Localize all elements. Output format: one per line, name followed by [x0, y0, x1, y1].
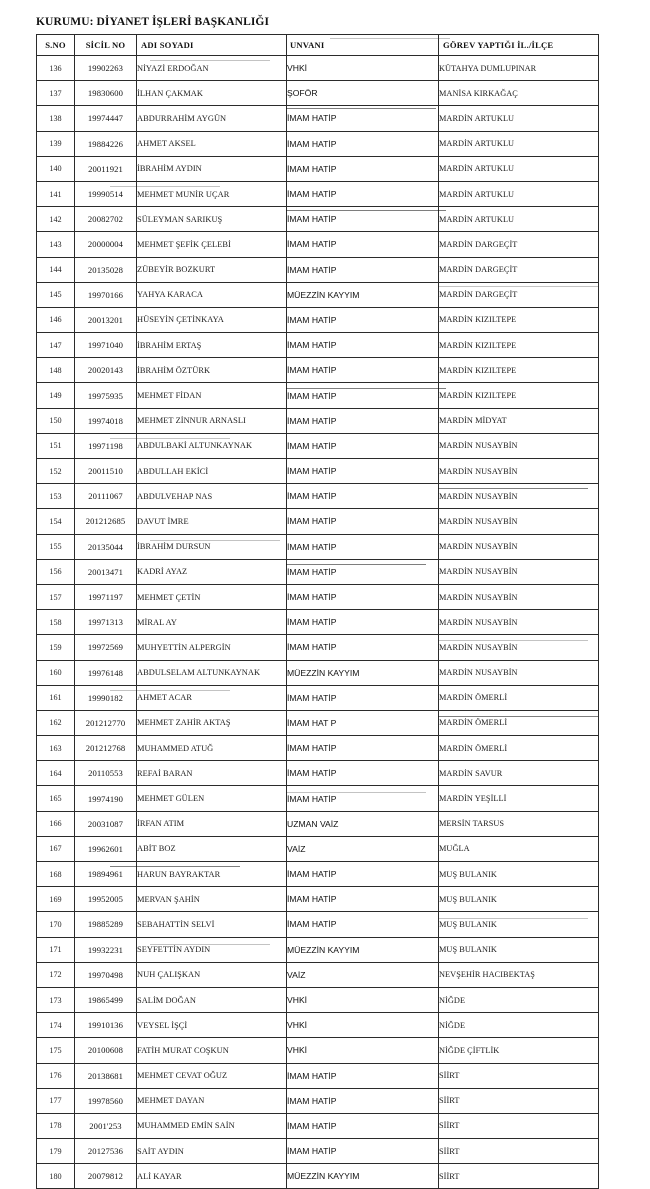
cell-sicil: 19975935: [75, 383, 137, 408]
cell-sno: 148: [37, 358, 75, 383]
cell-gorev: SİİRT: [439, 1164, 599, 1189]
cell-unvan: İMAM HATİP: [287, 534, 439, 559]
cell-gorev: MARDİN ARTUKLU: [439, 106, 599, 131]
cell-gorev: MARDİN NUSAYBİN: [439, 534, 599, 559]
cell-gorev: MUĞLA: [439, 836, 599, 861]
cell-sicil: 19971040: [75, 333, 137, 358]
cell-ad: AHMET ACAR: [137, 685, 287, 710]
cell-sicil: 19962601: [75, 836, 137, 861]
table-row: [37, 433, 599, 458]
cell-ad: ABDULVEHAP NAS: [137, 484, 287, 509]
cell-ad: ABDULBAKİ ALTUNKAYNAK: [137, 433, 287, 458]
cell-ad: NUH ÇALIŞKAN: [137, 962, 287, 987]
cell-ad: DAVUT İMRE: [137, 509, 287, 534]
cell-unvan: MÜEZZİN KAYYIM: [287, 1164, 439, 1189]
cell-unvan: İMAM HATİP: [287, 509, 439, 534]
cell-ad: HARUN BAYRAKTAR: [137, 862, 287, 887]
cell-gorev: MARDİN KIZILTEPE: [439, 333, 599, 358]
cell-unvan: İMAM HATİP: [287, 685, 439, 710]
cell-sno: 137: [37, 81, 75, 106]
cell-sicil: 20013201: [75, 307, 137, 332]
cell-sno: 170: [37, 912, 75, 937]
cell-gorev: MARDİN SAVUR: [439, 761, 599, 786]
table-row: [37, 811, 599, 836]
cell-sicil: 20135028: [75, 257, 137, 282]
cell-sicil: 19910136: [75, 1013, 137, 1038]
cell-gorev: MARDİN ARTUKLU: [439, 181, 599, 206]
cell-gorev: MARDİN ÖMERLİ: [439, 710, 599, 735]
cell-ad: VEYSEL İŞÇİ: [137, 1013, 287, 1038]
cell-unvan: İMAM HATİP: [287, 433, 439, 458]
roster-table: [36, 34, 599, 1189]
table-row: [37, 1038, 599, 1063]
cell-unvan: UZMAN VAİZ: [287, 811, 439, 836]
institution-heading: KURUMU: DİYANET İŞLERİ BAŞKANLIĞI: [36, 16, 270, 28]
cell-ad: ABDULLAH EKİCİ: [137, 459, 287, 484]
cell-sicil: 20110553: [75, 761, 137, 786]
cell-gorev: NEVŞEHİR HACIBEKTAŞ: [439, 962, 599, 987]
cell-gorev: MARDİN NUSAYBİN: [439, 433, 599, 458]
cell-ad: ABDURRAHİM AYGÜN: [137, 106, 287, 131]
cell-ad: SAİT AYDIN: [137, 1139, 287, 1164]
table-row: [37, 836, 599, 861]
cell-unvan: İMAM HATİP: [287, 181, 439, 206]
cell-unvan: İMAM HATİP: [287, 1113, 439, 1138]
cell-sicil: 201212685: [75, 509, 137, 534]
table-row: [37, 987, 599, 1012]
cell-sno: 171: [37, 937, 75, 962]
cell-ad: FATİH MURAT COŞKUN: [137, 1038, 287, 1063]
cell-gorev: SİİRT: [439, 1113, 599, 1138]
cell-sicil: 19902263: [75, 56, 137, 81]
cell-sicil: 19974447: [75, 106, 137, 131]
cell-sno: 160: [37, 660, 75, 685]
cell-gorev: NİĞDE: [439, 1013, 599, 1038]
cell-unvan: İMAM HATİP: [287, 383, 439, 408]
table-row: [37, 56, 599, 81]
cell-ad: İBRAHİM DURSUN: [137, 534, 287, 559]
cell-ad: SEBAHATTİN SELVİ: [137, 912, 287, 937]
cell-sno: 155: [37, 534, 75, 559]
cell-sno: 166: [37, 811, 75, 836]
table-row: [37, 685, 599, 710]
cell-ad: SEYFETTİN AYDIN: [137, 937, 287, 962]
cell-ad: ZÜBEYİR BOZKURT: [137, 257, 287, 282]
cell-gorev: NİĞDE: [439, 987, 599, 1012]
cell-unvan: İMAM HATİP: [287, 635, 439, 660]
cell-sicil: 19970166: [75, 282, 137, 307]
cell-ad: SALİM DOĞAN: [137, 987, 287, 1012]
cell-ad: MERVAN ŞAHİN: [137, 887, 287, 912]
cell-ad: İBRAHİM ÖZTÜRK: [137, 358, 287, 383]
table-row: [37, 786, 599, 811]
cell-sno: 180: [37, 1164, 75, 1189]
cell-unvan: İMAM HATİP: [287, 887, 439, 912]
cell-gorev: MANİSA KIRKAĞAÇ: [439, 81, 599, 106]
cell-gorev: MARDİN NUSAYBİN: [439, 660, 599, 685]
cell-sicil: 19990182: [75, 685, 137, 710]
table-row: [37, 660, 599, 685]
cell-sicil: 2001'253: [75, 1113, 137, 1138]
table-row: [37, 307, 599, 332]
table-row: [37, 181, 599, 206]
table-row: [37, 1113, 599, 1138]
table-row: [37, 459, 599, 484]
table-row: [37, 257, 599, 282]
cell-sicil: 19978560: [75, 1088, 137, 1113]
cell-sicil: 20127536: [75, 1139, 137, 1164]
cell-unvan: MÜEZZİN KAYYIM: [287, 660, 439, 685]
cell-ad: İBRAHİM AYDIN: [137, 156, 287, 181]
cell-sno: 154: [37, 509, 75, 534]
cell-unvan: VAİZ: [287, 836, 439, 861]
cell-gorev: MERSİN TARSUS: [439, 811, 599, 836]
cell-ad: ABİT BOZ: [137, 836, 287, 861]
cell-ad: MEHMET FİDAN: [137, 383, 287, 408]
table-row: [37, 736, 599, 761]
cell-sno: 174: [37, 1013, 75, 1038]
cell-sno: 168: [37, 862, 75, 887]
cell-unvan: İMAM HATİP: [287, 207, 439, 232]
cell-sno: 144: [37, 257, 75, 282]
cell-unvan: VHKİ: [287, 1013, 439, 1038]
cell-ad: MEHMET ZAHİR AKTAŞ: [137, 710, 287, 735]
cell-ad: HÜSEYİN ÇETİNKAYA: [137, 307, 287, 332]
table-row: [37, 1063, 599, 1088]
cell-sno: 165: [37, 786, 75, 811]
cell-gorev: MUŞ BULANIK: [439, 862, 599, 887]
cell-sno: 175: [37, 1038, 75, 1063]
table-row: [37, 584, 599, 609]
cell-ad: YAHYA KARACA: [137, 282, 287, 307]
cell-sno: 167: [37, 836, 75, 861]
column-header-title: UNVANI: [287, 35, 439, 56]
table-header-row: [37, 35, 599, 56]
roster-table-container: [36, 34, 598, 1189]
cell-gorev: MARDİN KIZILTEPE: [439, 307, 599, 332]
table-row: [37, 610, 599, 635]
cell-sno: 145: [37, 282, 75, 307]
cell-sicil: 20011510: [75, 459, 137, 484]
cell-unvan: İMAM HATİP: [287, 761, 439, 786]
cell-unvan: İMAM HATİP: [287, 912, 439, 937]
cell-unvan: MÜEZZİN KAYYIM: [287, 937, 439, 962]
cell-sicil: 19970498: [75, 962, 137, 987]
cell-sicil: 20082702: [75, 207, 137, 232]
cell-gorev: SİİRT: [439, 1088, 599, 1113]
cell-ad: KADRİ AYAZ: [137, 559, 287, 584]
cell-sno: 178: [37, 1113, 75, 1138]
cell-gorev: MUŞ BULANIK: [439, 912, 599, 937]
cell-sno: 164: [37, 761, 75, 786]
cell-ad: MEHMET ÇETİN: [137, 584, 287, 609]
cell-gorev: MARDİN NUSAYBİN: [439, 610, 599, 635]
cell-sno: 147: [37, 333, 75, 358]
cell-gorev: MARDİN MİDYAT: [439, 408, 599, 433]
table-row: [37, 207, 599, 232]
cell-sno: 159: [37, 635, 75, 660]
cell-gorev: MARDİN NUSAYBİN: [439, 584, 599, 609]
cell-sicil: 201212770: [75, 710, 137, 735]
table-row: [37, 408, 599, 433]
cell-unvan: İMAM HATİP: [287, 584, 439, 609]
table-row: [37, 1164, 599, 1189]
cell-sno: 153: [37, 484, 75, 509]
table-row: [37, 358, 599, 383]
cell-unvan: İMAM HATİP: [287, 736, 439, 761]
cell-sno: 136: [37, 56, 75, 81]
cell-sno: 172: [37, 962, 75, 987]
cell-unvan: İMAM HATİP: [287, 1139, 439, 1164]
cell-sno: 142: [37, 207, 75, 232]
table-row: [37, 862, 599, 887]
cell-sicil: 20138681: [75, 1063, 137, 1088]
cell-gorev: MARDİN ÖMERLİ: [439, 685, 599, 710]
cell-sicil: 20000004: [75, 232, 137, 257]
cell-unvan: İMAM HATİP: [287, 408, 439, 433]
cell-gorev: MARDİN YEŞİLLİ: [439, 786, 599, 811]
cell-sicil: 20079812: [75, 1164, 137, 1189]
cell-sicil: 20135044: [75, 534, 137, 559]
cell-gorev: MARDİN ARTUKLU: [439, 156, 599, 181]
cell-unvan: İMAM HATİP: [287, 106, 439, 131]
cell-unvan: İMAM HAT P: [287, 710, 439, 735]
cell-unvan: İMAM HATİP: [287, 333, 439, 358]
cell-gorev: MARDİN DARGEÇİT: [439, 232, 599, 257]
cell-sicil: 19830600: [75, 81, 137, 106]
cell-sno: 146: [37, 307, 75, 332]
cell-gorev: MARDİN NUSAYBİN: [439, 459, 599, 484]
cell-gorev: MUŞ BULANIK: [439, 937, 599, 962]
cell-sicil: 19971198: [75, 433, 137, 458]
cell-sicil: 19974190: [75, 786, 137, 811]
cell-gorev: MARDİN ÖMERLİ: [439, 736, 599, 761]
cell-sicil: 19974018: [75, 408, 137, 433]
cell-gorev: MARDİN KIZILTEPE: [439, 358, 599, 383]
column-header-name: ADI SOYADI: [137, 35, 287, 56]
cell-gorev: MARDİN ARTUKLU: [439, 207, 599, 232]
cell-gorev: MARDİN NUSAYBİN: [439, 559, 599, 584]
cell-ad: ALİ KAYAR: [137, 1164, 287, 1189]
cell-sno: 177: [37, 1088, 75, 1113]
cell-unvan: İMAM HATİP: [287, 1088, 439, 1113]
cell-unvan: İMAM HATİP: [287, 1063, 439, 1088]
table-row: [37, 962, 599, 987]
table-row: [37, 1139, 599, 1164]
cell-unvan: İMAM HATİP: [287, 484, 439, 509]
cell-ad: MİRAL AY: [137, 610, 287, 635]
cell-gorev: SİİRT: [439, 1139, 599, 1164]
cell-sno: 179: [37, 1139, 75, 1164]
cell-ad: NİYAZİ ERDOĞAN: [137, 56, 287, 81]
cell-sicil: 19952005: [75, 887, 137, 912]
table-row: [37, 131, 599, 156]
cell-gorev: MARDİN ARTUKLU: [439, 131, 599, 156]
cell-sno: 152: [37, 459, 75, 484]
cell-sno: 138: [37, 106, 75, 131]
cell-sicil: 20111067: [75, 484, 137, 509]
cell-sno: 143: [37, 232, 75, 257]
cell-ad: REFAİ BARAN: [137, 761, 287, 786]
cell-gorev: NİĞDE ÇİFTLİK: [439, 1038, 599, 1063]
cell-sno: 156: [37, 559, 75, 584]
table-row: [37, 534, 599, 559]
cell-sicil: 19865499: [75, 987, 137, 1012]
table-row: [37, 484, 599, 509]
cell-ad: MEHMET ŞEFİK ÇELEBİ: [137, 232, 287, 257]
table-header: [37, 35, 599, 56]
cell-gorev: MARDİN NUSAYBİN: [439, 635, 599, 660]
cell-sicil: 19971313: [75, 610, 137, 635]
cell-sno: 141: [37, 181, 75, 206]
cell-sicil: 20100608: [75, 1038, 137, 1063]
cell-unvan: İMAM HATİP: [287, 358, 439, 383]
cell-ad: MEHMET ZİNNUR ARNASLI: [137, 408, 287, 433]
cell-sno: 150: [37, 408, 75, 433]
cell-unvan: İMAM HATİP: [287, 610, 439, 635]
table-row: [37, 81, 599, 106]
cell-ad: MUHYETTİN ALPERGİN: [137, 635, 287, 660]
cell-ad: MEHMET GÜLEN: [137, 786, 287, 811]
table-row: [37, 156, 599, 181]
cell-gorev: MARDİN NUSAYBİN: [439, 484, 599, 509]
table-row: [37, 1088, 599, 1113]
cell-unvan: İMAM HATİP: [287, 257, 439, 282]
column-header-sno: S.NO: [37, 35, 75, 56]
cell-sicil: 19990514: [75, 181, 137, 206]
cell-unvan: İMAM HATİP: [287, 862, 439, 887]
cell-unvan: İMAM HATİP: [287, 232, 439, 257]
cell-unvan: İMAM HATİP: [287, 559, 439, 584]
cell-sno: 173: [37, 987, 75, 1012]
cell-unvan: İMAM HATİP: [287, 786, 439, 811]
cell-sno: 149: [37, 383, 75, 408]
cell-unvan: MÜEZZİN KAYYIM: [287, 282, 439, 307]
table-row: [37, 232, 599, 257]
table-row: [37, 912, 599, 937]
cell-gorev: MARDİN DARGEÇİT: [439, 282, 599, 307]
cell-sno: 139: [37, 131, 75, 156]
cell-sicil: 201212768: [75, 736, 137, 761]
cell-ad: İLHAN ÇAKMAK: [137, 81, 287, 106]
table-row: [37, 1013, 599, 1038]
table-row: [37, 635, 599, 660]
cell-ad: SÜLEYMAN SARIKUŞ: [137, 207, 287, 232]
cell-sno: 158: [37, 610, 75, 635]
cell-sicil: 19976148: [75, 660, 137, 685]
cell-unvan: ŞOFÖR: [287, 81, 439, 106]
table-row: [37, 383, 599, 408]
column-header-sicil: SİCİL NO: [75, 35, 137, 56]
cell-sno: 176: [37, 1063, 75, 1088]
table-row: [37, 887, 599, 912]
cell-unvan: VHKİ: [287, 987, 439, 1012]
column-header-duty-location: GÖREV YAPTIĞI İL./İLÇE: [439, 35, 599, 56]
cell-sicil: 19894961: [75, 862, 137, 887]
cell-gorev: MARDİN DARGEÇİT: [439, 257, 599, 282]
cell-sicil: 19885289: [75, 912, 137, 937]
cell-ad: MUHAMMED ATUĞ: [137, 736, 287, 761]
cell-sicil: 19972569: [75, 635, 137, 660]
table-row: [37, 333, 599, 358]
cell-ad: MEHMET DAYAN: [137, 1088, 287, 1113]
cell-ad: MUHAMMED EMİN SAİN: [137, 1113, 287, 1138]
cell-unvan: VAİZ: [287, 962, 439, 987]
table-row: [37, 937, 599, 962]
cell-ad: İRFAN ATIM: [137, 811, 287, 836]
cell-ad: ABDULSELAM ALTUNKAYNAK: [137, 660, 287, 685]
table-row: [37, 559, 599, 584]
cell-unvan: VHKİ: [287, 56, 439, 81]
cell-ad: AHMET AKSEL: [137, 131, 287, 156]
cell-sicil: 20011921: [75, 156, 137, 181]
cell-gorev: MUŞ BULANIK: [439, 887, 599, 912]
cell-sno: 151: [37, 433, 75, 458]
cell-ad: İBRAHİM ERTAŞ: [137, 333, 287, 358]
cell-sicil: 19884226: [75, 131, 137, 156]
table-row: [37, 710, 599, 735]
cell-ad: MEHMET CEVAT OĞUZ: [137, 1063, 287, 1088]
table-body: [37, 56, 599, 1189]
cell-ad: MEHMET MUNİR UÇAR: [137, 181, 287, 206]
cell-unvan: İMAM HATİP: [287, 459, 439, 484]
table-row: [37, 282, 599, 307]
cell-sicil: 19932231: [75, 937, 137, 962]
cell-gorev: SİİRT: [439, 1063, 599, 1088]
table-row: [37, 106, 599, 131]
cell-gorev: MARDİN NUSAYBİN: [439, 509, 599, 534]
cell-sicil: 20020143: [75, 358, 137, 383]
cell-gorev: KÜTAHYA DUMLUPINAR: [439, 56, 599, 81]
cell-gorev: MARDİN KIZILTEPE: [439, 383, 599, 408]
cell-sicil: 20013471: [75, 559, 137, 584]
table-row: [37, 509, 599, 534]
cell-sno: 157: [37, 584, 75, 609]
cell-sno: 162: [37, 710, 75, 735]
cell-sno: 169: [37, 887, 75, 912]
cell-unvan: VHKİ: [287, 1038, 439, 1063]
cell-sicil: 19971197: [75, 584, 137, 609]
cell-sicil: 20031087: [75, 811, 137, 836]
cell-unvan: İMAM HATİP: [287, 156, 439, 181]
cell-sno: 163: [37, 736, 75, 761]
cell-sno: 161: [37, 685, 75, 710]
table-row: [37, 761, 599, 786]
cell-unvan: İMAM HATİP: [287, 307, 439, 332]
cell-unvan: İMAM HATİP: [287, 131, 439, 156]
cell-sno: 140: [37, 156, 75, 181]
